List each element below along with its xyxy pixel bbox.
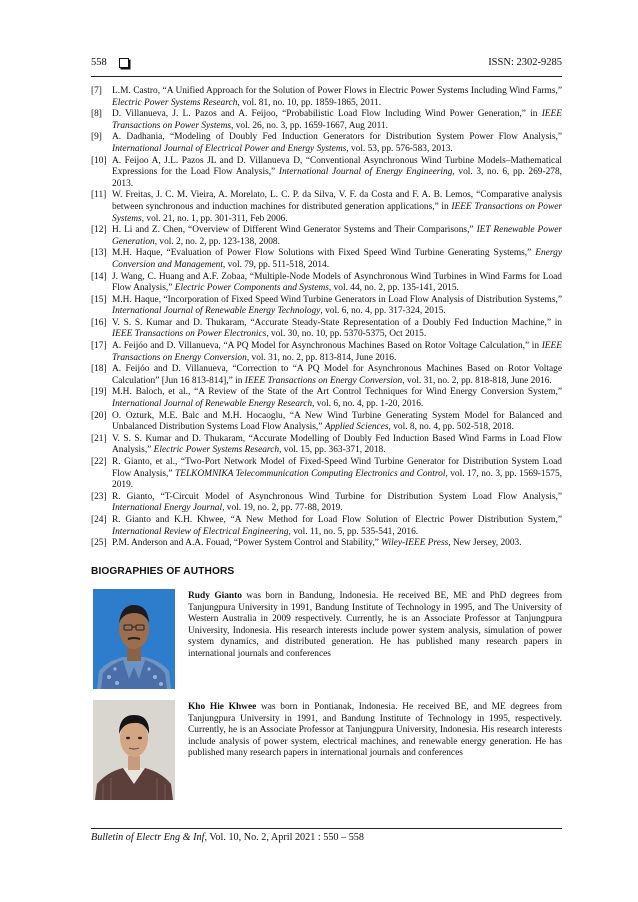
- reference-number: [8]: [91, 109, 102, 120]
- reference-venue: Wiley-IEEE Press: [381, 538, 449, 549]
- reference-item: [91, 515, 562, 538]
- reference-details: , vol. 6, no. 4, pp. 1-20, 2016.: [312, 399, 424, 410]
- reference-venue: TELKOMNIKA Telecommunication Computing Electronics and Control: [175, 468, 446, 479]
- reference-text: P.M. Anderson and A.A. Fouad, “Power System Control and Stability,”: [112, 538, 382, 549]
- reference-number: [20]: [91, 410, 107, 421]
- reference-details: , vol. 11, no. 5, pp. 535-541, 2016.: [288, 526, 419, 537]
- reference-item: [91, 434, 562, 457]
- reference-venue: IEEE Transactions on Energy Conversion: [112, 341, 562, 363]
- author-photo-kho-hie-khwee: [93, 700, 175, 800]
- footer-details: Vol. 10, No. 2, April 2021 : 550 – 558: [207, 832, 364, 843]
- reference-text: O. Ozturk, M.E. Balc and M.H. Hocaoglu, “A New Wind Turbine Generating System Model for Balanced and Unbalanced Distribution Systems Load Flow Analysis,”: [112, 410, 562, 433]
- reference-text: R. Gianto, et al., “Two-Port Network Model of Fixed-Speed Wind Turbine Generator for Distribution System Load Flow Analysis,”: [112, 457, 562, 479]
- reference-item: [91, 272, 562, 295]
- reference-number: [15]: [91, 294, 107, 305]
- reference-text: M.H. Baloch, et al., “A Review of the State of the Art Control Techniques for Wind Energy Conversion System,”: [112, 387, 562, 398]
- reference-number: [9]: [91, 132, 102, 143]
- author-bio-1: [188, 591, 562, 661]
- reference-venue: International Journal of Renewable Energy Research: [112, 399, 313, 410]
- reference-item: [91, 132, 562, 155]
- biographies-heading: BIOGRAPHIES OF AUTHORS: [91, 566, 235, 577]
- reference-item: [91, 109, 562, 132]
- reference-item: [91, 457, 562, 492]
- header-rule: [91, 76, 562, 77]
- issn-label: ISSN: 2302-9285: [488, 57, 562, 68]
- portrait-1-image: [93, 589, 175, 689]
- reference-text: V. S. S. Kumar and D. Thukaram, “Accurate Modelling of Doubly Fed Induction Based Wind Farms in Load Flow Analysis,”: [112, 433, 562, 456]
- reference-details: , vol. 79, pp. 511-518, 2014.: [222, 259, 330, 270]
- reference-number: [10]: [91, 155, 107, 166]
- reference-text: L.M. Castro, “A Unified Approach for the Solution of Power Flows in Electric Power Systems Including Wind Farms,”: [112, 86, 562, 96]
- reference-text: D. Villanueva, J. L. Pazos and A. Feijoo, “Probabilistic Load Flow Including Wind Power Generation,” in: [112, 109, 542, 120]
- reference-number: [21]: [91, 433, 107, 444]
- author-bio-text: was born in Bandung, Indonesia. He received BE, ME and PhD degrees from Tanjungpura University in 1991, Bandung Institute of Technology in 1995, and The University of Western Australia in 2009 respectively. Currently, he is an Associate Professor at Tanjungpura University, Indonesia. His research interests include power system analysis, simulation of power system dynamics, and distributed generation. He has published many research papers in international journals and conferences: [188, 591, 562, 659]
- reference-item: [91, 492, 562, 515]
- reference-details: , vol. 3, no. 6, pp. 269-278, 2013.: [112, 167, 562, 189]
- reference-venue: Electric Power Components and Systems: [174, 283, 329, 294]
- reference-venue: Electric Power Systems Research: [112, 97, 238, 108]
- reference-item: [91, 225, 562, 248]
- reference-number: [17]: [91, 341, 107, 352]
- reference-item: [91, 364, 562, 387]
- reference-number: [13]: [91, 248, 107, 259]
- reference-text: M.H. Haque, “Incorporation of Fixed Speed Wind Turbine Generators in Load Flow Analysis of Distribution Systems,”: [112, 294, 562, 305]
- reference-number: [16]: [91, 317, 107, 328]
- author-bio-text: was born in Pontianak, Indonesia. He received BE, and ME degrees from Tanjungpura University in 1991, and Bandung Institute of Technology in 1995, respectively. Currently, he is an Associate Professor at Tanjungpura University, Indonesia. His research interests include analysis of power system, electrical machines, and renewable energy generation. He has published many research papers in international journals and conferences: [188, 702, 562, 759]
- reference-venue: IET Renewable Power Generation,: [112, 225, 563, 247]
- footer-journal: Bulletin of Electr Eng & Inf,: [91, 832, 208, 843]
- reference-item: [91, 156, 562, 191]
- reference-venue: Electric Power Systems Research: [153, 445, 280, 456]
- reference-venue: International Journal of Energy Engineering: [278, 167, 453, 178]
- page-header: [91, 57, 562, 73]
- reference-text: R. Gianto and K.H. Khwee, “A New Method for Load Flow Solution of Electric Power Distribution System,”: [112, 514, 562, 525]
- reference-item: [91, 295, 562, 318]
- reference-text: W. Freitas, J. C. M. Vieira, A. Morelato, L. C. P. da Silva, V. F. da Costa and F. A. B. Lemos, “Comparative analysis between synchronous and induction machines for distributed generation applications,” in: [112, 190, 562, 212]
- reference-details: , vol. 17, no. 3, pp. 1569-1575, 2019.: [112, 468, 562, 491]
- reference-text: A. Feijóo and D. Villanueva, “A PQ Model for Asynchronous Machines Based on Rotor Voltage Calculation,” in: [112, 341, 542, 352]
- reference-venue: Energy Conversion and Management: [112, 248, 562, 270]
- reference-venue: IEEE Transactions on Power Systems: [112, 201, 563, 224]
- reference-number: [11]: [91, 190, 107, 201]
- reference-venue: Applied Sciences: [324, 422, 389, 433]
- reference-number: [22]: [91, 457, 107, 467]
- reference-text: A. Feijoo A, J.L. Pazos JL and D. Villanueva D, “Conventional Asynchronous Wind Turbine Models–Mathematical Expressions for the Load Flow Analysis,”: [112, 155, 562, 178]
- reference-item: [91, 538, 562, 550]
- reference-venue: International Energy Journal: [112, 503, 223, 514]
- reference-number: [25]: [91, 538, 107, 549]
- reference-text: A. Feijóo and D. Villanueva, “Correction to “A PQ Model for Asynchronous Machines Based on Rotor Voltage Calculation” [Jun 16 813-814],” in: [112, 364, 562, 386]
- author-bio-2: [188, 702, 562, 760]
- reference-number: [7]: [91, 86, 102, 96]
- reference-details: , New Jersey, 2003.: [448, 538, 522, 549]
- reference-details: , vol. 21, no. 1, pp. 301-311, Feb 2006.: [141, 213, 288, 224]
- reference-item: [91, 341, 562, 364]
- author-name: Kho Hie Khwee: [188, 702, 257, 712]
- reference-text: H. Li and Z. Chen, “Overview of Different Wind Generator Systems and Their Comparisons,”: [112, 225, 477, 236]
- reference-details: vol. 26, no. 3, pp. 1659-1667, Aug 2011.: [233, 120, 388, 131]
- reference-details: , vol. 8, no. 4, pp. 502-518, 2018.: [388, 422, 514, 433]
- reference-details: , vol. 31, no. 2, pp. 813-814, June 2016.: [246, 352, 397, 363]
- reference-item: [91, 318, 562, 341]
- reference-venue: IEEE Transactions on Power Electronics: [112, 329, 267, 340]
- portrait-2-image: [93, 700, 175, 800]
- reference-item: [91, 387, 562, 410]
- reference-details: , vol. 44, no. 2, pp. 135-141, 2015.: [328, 283, 459, 294]
- footer-rule: [91, 828, 562, 829]
- reference-details: , vol. 19, no. 2, pp. 77-88, 2019.: [222, 503, 343, 514]
- reference-item: [91, 86, 562, 109]
- reference-text: M.H. Haque, “Evaluation of Power Flow Solutions with Fixed Speed Wind Turbine Generating Systems,”: [112, 248, 536, 259]
- reference-number: [23]: [91, 491, 107, 502]
- author-name: Rudy Gianto: [188, 591, 242, 601]
- reference-venue: IEEE Transactions on Energy Conversion: [244, 375, 403, 386]
- reference-venue: International Review of Electrical Engineering: [112, 526, 289, 537]
- reference-text: A. Dadhania, “Modeling of Doubly Fed Induction Generators for Distribution System Power Flow Analysis,”: [112, 132, 562, 143]
- reference-text: R. Gianto, “T-Circuit Model of Asynchronous Wind Turbine for Distribution System Load Flow Analysis,”: [112, 491, 562, 502]
- reference-details: , vol. 31, no. 2, pp. 818-818, June 2016.: [402, 375, 552, 386]
- page-number: 558: [91, 57, 107, 68]
- reference-number: [18]: [91, 364, 107, 375]
- reference-item: [91, 190, 562, 225]
- reference-list: [91, 86, 562, 550]
- reference-details: , vol. 81, no. 10, pp. 1859-1865, 2011.: [237, 97, 382, 108]
- page-footer: [91, 832, 364, 843]
- reference-text: V. S. S. Kumar and D. Thukaram, “Accurate Steady-State Representation of a Doubly Fed Induction Machine,” in: [112, 317, 562, 328]
- reference-venue: International Journal of Electrical Power and Energy Systems: [112, 143, 347, 154]
- reference-number: [14]: [91, 271, 107, 282]
- reference-venue: International Journal of Renewable Energy Technology: [112, 306, 321, 317]
- reference-number: [12]: [91, 225, 107, 236]
- reference-venue: IEEE Transactions on Power Systems,: [112, 109, 562, 131]
- reference-details: , vol. 15, pp. 363-371, 2018.: [279, 445, 386, 456]
- reference-details: , vol. 6, no. 4, pp. 317-324, 2015.: [320, 306, 446, 317]
- reference-item: [91, 411, 562, 434]
- checkbox-square-icon: [119, 58, 129, 68]
- reference-details: , vol. 30, no. 10, pp. 5370-5375, Oct 2015.: [266, 329, 427, 340]
- reference-number: [24]: [91, 514, 107, 525]
- reference-text: J. Wang, C. Huang and A.F. Zobaa, “Multiple-Node Models of Asynchronous Wind Turbines in Wind Farms for Load Flow Analysis,”: [112, 271, 562, 294]
- reference-details: , vol. 53, pp. 576-583, 2013.: [346, 143, 453, 154]
- reference-details: vol. 2, no. 2, pp. 123-138, 2008.: [157, 236, 280, 247]
- reference-number: [19]: [91, 387, 107, 398]
- author-photo-rudy-gianto: [93, 589, 175, 689]
- reference-item: [91, 248, 562, 271]
